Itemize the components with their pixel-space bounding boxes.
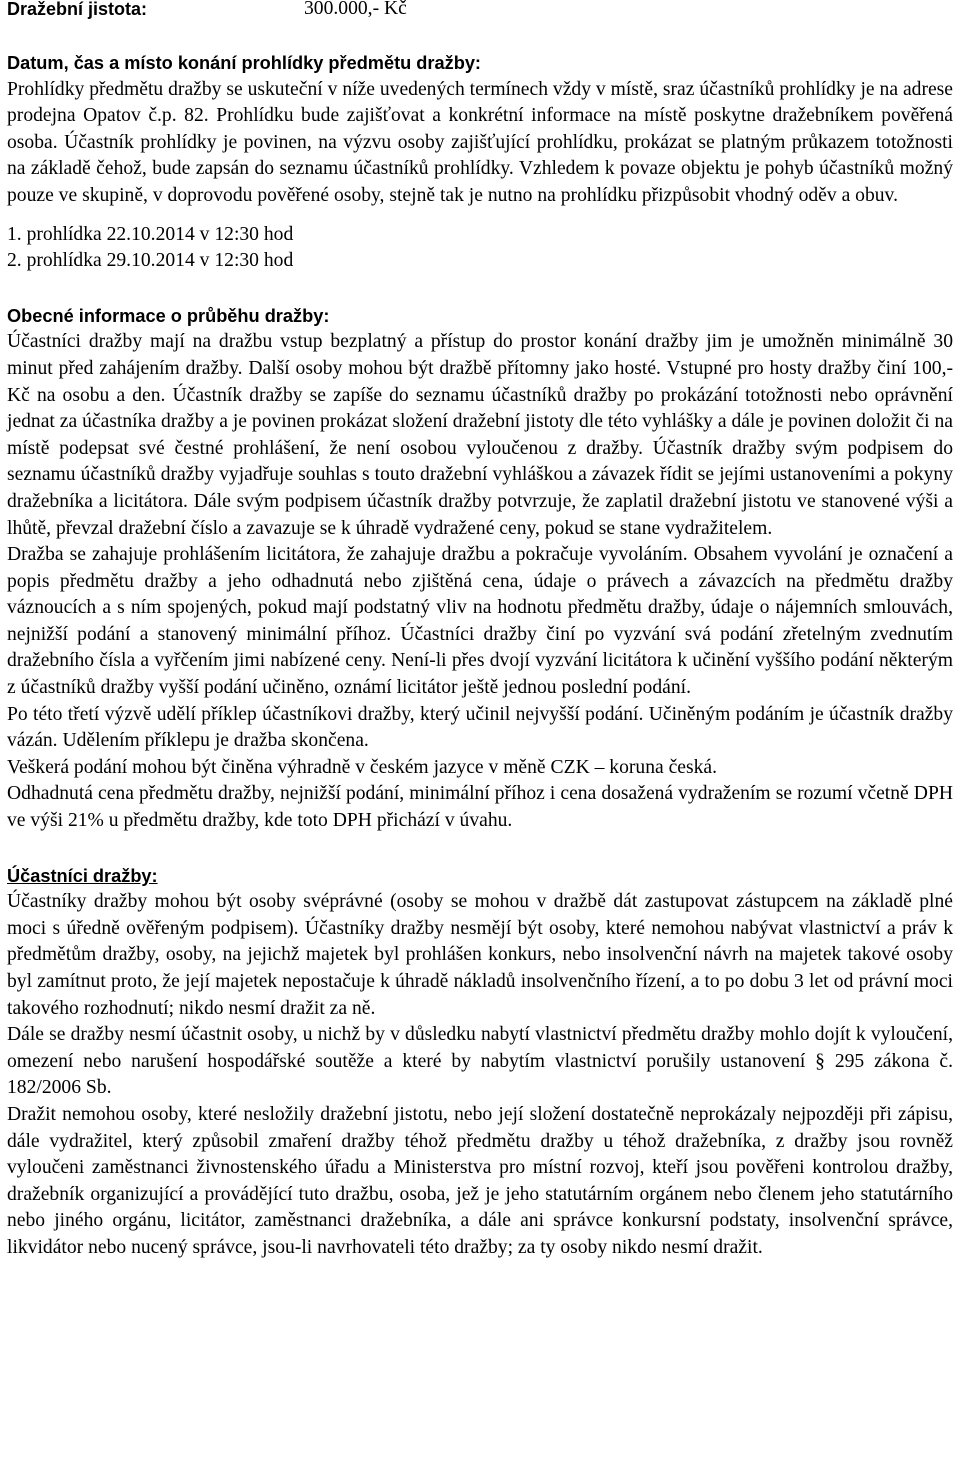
auction-deposit-label: Dražební jistota: — [7, 0, 148, 19]
participants-paragraph-1: Účastníky dražby mohou být osoby svéprávné (osoby se mohou v dražbě dát zastupovat zástupcem na základě plné moci s úředně ověřeným podpisem). Účastníky dražby nesmějí být osoby, které nemohou nabývat vlastnictví a práv k předmětům dražby, osoby, na jejichž majetek byl prohlášen konkurs, nebo insolvenční návrh na majetek takové osoby byl zamítnut proto, že její majetek nepostačuje k úhradě nákladů insolvenčního řízení, a to po dobu 3 let od právní moci takového rozhodnutí; nikdo nesmí dražit za ně. — [7, 891, 953, 1019]
auction-deposit-row — [7, 0, 953, 26]
inspection-paragraph: Prohlídky předmětu dražby se uskuteční v níže uvedených termínech vždy v místě, sraz účastníků prohlídky je na adrese prodejna Opatov č.p. 82. Prohlídku bude zajišťovat a konkrétní informace na místě poskytne dražebníkem pověřená osoba. Účastník prohlídky je povinen, na výzvu osoby zajišťující prohlídku, prokázat se platným průkazem totožnosti na základě čehož, bude zapsán do seznamu účastníků prohlídky. Vzhledem k povaze objektu je pohyb účastníků možný pouze ve skupině, v doprovodu pověřené osoby, stejně tak je nutno na prohlídku přizpůsobit vhodný oděv a obuv. — [7, 78, 953, 206]
document-page — [7, 0, 953, 1262]
general-info-paragraph-4: Veškerá podání mohou být činěna výhradně v českém jazyce v měně CZK – koruna česká. — [7, 756, 718, 778]
participants-paragraph-3: Dražit nemohou osoby, které nesložily dražební jistotu, nebo její složení dostatečně neprokázaly nejpozději při zápisu, dále vydražitel, který způsobil zmaření dražby téhož předmětu dražby u téhož dražebníka, z dražby jsou rovněž vyloučeni zaměstnanci živnostenského úřadu a Ministerstva pro místní rozvoj, kteří jsou pověřeni kontrolou dražby, dražebník organizující a provádějící tuto dražbu, osoba, jež je jeho statutárním orgánem nebo členem jeho statutárního nebo jiného orgánu, licitátor, zaměstnanci dražebníka, a dále ani správce konkursní podstaty, insolvenční správce, likvidátor nebo nucený správce, jsou-li navrhovateli této dražby; za ty osoby nikdo nesmí dražit. — [7, 1103, 953, 1258]
general-info-paragraph-2: Dražba se zahajuje prohlášením licitátora, že zahajuje dražbu a pokračuje vyvoláním. Obsahem vyvolání je označení a popis předmětu dražby a jeho odhadnutá nebo zjištěná cena, údaje o právech a závazcích na předmětu dražby váznoucích a s ním spojených, pokud mají podstatný vliv na hodnotu předmětu dražby, údaje o nájemních smlouvách, nejnižší podání a stanovený minimální příhoz. Účastníci dražby činí po vyzvání svá podání zřetelným zvednutím dražebního čísla a vyřčením jimi nabízené ceny. Není-li přes dvojí vyzvání licitátora k učinění vyššího podání některým z účastníků dražby vyšší podání učiněno, oznámí licitátor ještě jednou poslední podání. — [7, 544, 953, 699]
general-info-paragraph-1: Účastníci dražby mají na dražbu vstup bezplatný a přístup do prostor konání dražby jim je umožněn minimálně 30 minut před zahájením dražby. Další osoby mohou být dražbě přítomny jako hosté. Vstupné pro hosty dražby činí 100,- Kč na osobu a den. Účastník dražby se zapíše do seznamu účastníků dražby po prokázání totožnosti nebo oprávnění jednat za účastníka dražby a je povinen prokázat složení dražební jistoty dle této vyhlášky a dále je povinen doložit či na místě podepsat své čestné prohlášení, že není osobou vyloučenou z dražby. Účastník dražby svým podpisem do seznamu účastníků dražby vyjadřuje souhlas s touto dražební vyhláškou a závazek řídit se jejími ustanoveními a pokyny dražebníka a licitátora. Dále svým podpisem účastník dražby potvrzuje, že zaplatil dražební jistotu ve stanovené výši a lhůtě, převzal dražební číslo a zavazuje se k úhradě vydražené ceny, pokud se stane vydražitelem. — [7, 331, 953, 539]
general-info-paragraph-5: Odhadnutá cena předmětu dražby, nejnižší podání, minimální příhoz i cena dosažená vydražením se rozumí včetně DPH ve výši 21% u předmětu dražby, kde toto DPH přichází v úvahu. — [7, 783, 953, 832]
inspection-date-2: 2. prohlídka 29.10.2014 v 12:30 hod — [7, 250, 294, 272]
participants-heading: Účastníci dražby: — [7, 865, 158, 886]
inspection-heading: Datum, čas a místo konání prohlídky předmětu dražby: — [7, 53, 481, 73]
general-info-heading: Obecné informace o průběhu dražby: — [7, 305, 330, 326]
participants-paragraph-2: Dále se dražby nesmí účastnit osoby, u nichž by v důsledku nabytí vlastnictví předmětu dražby mohlo dojít k vyloučení, omezení nebo narušení hospodářské soutěže a které by nabytím vlastnictví porušily ustanovení § 295 zákona č. 182/2006 Sb. — [7, 1024, 953, 1099]
auction-deposit-value: 300.000,- Kč — [304, 0, 407, 19]
general-info-paragraph-3: Po této třetí výzvě udělí příklep účastníkovi dražby, který učinil nejvyšší podání. Učiněným podáním je účastník dražby vázán. Udělením příklepu je dražba skončena. — [7, 703, 953, 752]
inspection-date-1: 1. prohlídka 22.10.2014 v 12:30 hod — [7, 223, 294, 245]
